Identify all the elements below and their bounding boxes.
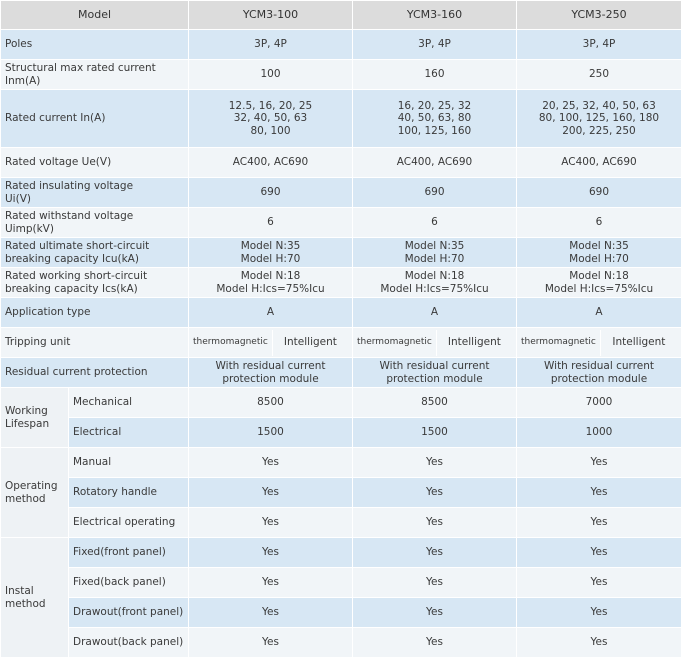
tripping-thermomagnetic: thermomagnetic xyxy=(357,330,437,356)
row-value: 1500 xyxy=(353,418,517,448)
tripping-intelligent: Intelligent xyxy=(283,336,337,349)
row-value: 690 xyxy=(353,178,517,208)
row-value: 6 xyxy=(189,208,353,238)
row-value: With residual current protection module xyxy=(189,358,353,388)
row-value: Yes xyxy=(189,508,353,538)
row-value: Model N:18 Model H:Ics=75%Icu xyxy=(353,268,517,298)
row-value: Yes xyxy=(517,508,681,538)
row-value: Yes xyxy=(517,478,681,508)
row-ultimate-breaking xyxy=(1,238,681,268)
row-label: Drawout(front panel) xyxy=(69,598,189,628)
row-application-type xyxy=(1,298,681,328)
tripping-cell xyxy=(353,328,517,358)
row-value: Model N:35 Model H:70 xyxy=(189,238,353,268)
row-value: A xyxy=(517,298,681,328)
row-value: Yes xyxy=(517,598,681,628)
row-value: Yes xyxy=(517,538,681,568)
row-residual-current xyxy=(1,358,681,388)
row-drawout-front xyxy=(1,598,681,628)
row-label: Fixed(back panel) xyxy=(69,568,189,598)
row-poles xyxy=(1,30,681,60)
row-value: 12.5, 16, 20, 25 32, 40, 50, 63 80, 100 xyxy=(189,90,353,148)
tripping-cell xyxy=(517,328,681,358)
tripping-thermomagnetic: thermomagnetic xyxy=(193,330,273,356)
row-label: Electrical xyxy=(69,418,189,448)
row-value: Yes xyxy=(189,628,353,658)
row-fixed-back xyxy=(1,568,681,598)
row-value: 7000 xyxy=(517,388,681,418)
row-value: Yes xyxy=(189,448,353,478)
row-label: Rated current In(A) xyxy=(1,90,189,148)
row-insulating-voltage xyxy=(1,178,681,208)
tripping-thermomagnetic: thermomagnetic xyxy=(521,330,601,356)
row-value: 1500 xyxy=(189,418,353,448)
row-tripping-unit xyxy=(1,328,681,358)
row-manual xyxy=(1,448,681,478)
row-label: Mechanical xyxy=(69,388,189,418)
row-withstand-voltage xyxy=(1,208,681,238)
row-label: Rated voltage Ue(V) xyxy=(1,148,189,178)
row-fixed-front xyxy=(1,538,681,568)
row-value: 3P, 4P xyxy=(353,30,517,60)
row-value: AC400, AC690 xyxy=(189,148,353,178)
group-working-lifespan: Working Lifespan xyxy=(1,388,69,448)
row-value: Model N:35 Model H:70 xyxy=(517,238,681,268)
row-value: Yes xyxy=(189,598,353,628)
tripping-cell xyxy=(189,328,353,358)
group-instal-method: Instal method xyxy=(1,538,69,658)
row-value: With residual current protection module xyxy=(353,358,517,388)
row-value: Yes xyxy=(353,448,517,478)
row-label: Structural max rated current Inm(A) xyxy=(1,60,189,90)
row-electrical xyxy=(1,418,681,448)
header-col-1: YCM3-100 xyxy=(189,1,353,30)
row-value: 690 xyxy=(189,178,353,208)
row-value: 250 xyxy=(517,60,681,90)
row-label: Residual current protection xyxy=(1,358,189,388)
row-value: 6 xyxy=(353,208,517,238)
row-value: Yes xyxy=(517,568,681,598)
row-electrical-operating xyxy=(1,508,681,538)
row-value: 3P, 4P xyxy=(517,30,681,60)
row-label: Drawout(back panel) xyxy=(69,628,189,658)
row-value: Yes xyxy=(353,508,517,538)
row-value: Model N:18 Model H:Ics=75%Icu xyxy=(517,268,681,298)
row-value: 100 xyxy=(189,60,353,90)
row-value: Yes xyxy=(189,568,353,598)
row-value: 20, 25, 32, 40, 50, 63 80, 100, 125, 160, 180 200, 225, 250 xyxy=(517,90,681,148)
row-label: Rated ultimate short-circuit breaking capacity Icu(kA) xyxy=(1,238,189,268)
row-value: Yes xyxy=(353,598,517,628)
row-value: Yes xyxy=(517,628,681,658)
row-rotatory-handle xyxy=(1,478,681,508)
row-value: 3P, 4P xyxy=(189,30,353,60)
row-label: Manual xyxy=(69,448,189,478)
row-value: 16, 20, 25, 32 40, 50, 63, 80 100, 125, 160 xyxy=(353,90,517,148)
header-col-2: YCM3-160 xyxy=(353,1,517,30)
tripping-intelligent: Intelligent xyxy=(447,336,501,349)
row-label: Poles xyxy=(1,30,189,60)
row-value: Yes xyxy=(189,538,353,568)
row-value: 6 xyxy=(517,208,681,238)
group-operating-method: Operating method xyxy=(1,448,69,538)
row-label: Rated insulating voltage Ui(V) xyxy=(1,178,189,208)
row-value: Yes xyxy=(353,478,517,508)
row-label: Electrical operating xyxy=(69,508,189,538)
row-label: Tripping unit xyxy=(1,328,189,358)
header-row xyxy=(1,1,681,30)
row-value: With residual current protection module xyxy=(517,358,681,388)
row-value: A xyxy=(353,298,517,328)
row-structural-max-current xyxy=(1,60,681,90)
tripping-intelligent: Intelligent xyxy=(612,336,666,349)
row-value: Model N:18 Model H:Ics=75%Icu xyxy=(189,268,353,298)
row-label: Application type xyxy=(1,298,189,328)
row-value: Model N:35 Model H:70 xyxy=(353,238,517,268)
row-rated-current xyxy=(1,90,681,148)
row-drawout-back xyxy=(1,628,681,658)
row-value: AC400, AC690 xyxy=(353,148,517,178)
header-col-3: YCM3-250 xyxy=(517,1,681,30)
row-value: Yes xyxy=(189,478,353,508)
row-value: Yes xyxy=(353,538,517,568)
row-value: Yes xyxy=(517,448,681,478)
row-rated-voltage xyxy=(1,148,681,178)
row-value: 8500 xyxy=(189,388,353,418)
row-label: Rated withstand voltage Uimp(kV) xyxy=(1,208,189,238)
row-label: Rotatory handle xyxy=(69,478,189,508)
row-value: AC400, AC690 xyxy=(517,148,681,178)
row-value: 8500 xyxy=(353,388,517,418)
row-value: Yes xyxy=(353,568,517,598)
row-value: 690 xyxy=(517,178,681,208)
row-mechanical xyxy=(1,388,681,418)
row-label: Rated working short-circuit breaking capacity Ics(kA) xyxy=(1,268,189,298)
row-value: 1000 xyxy=(517,418,681,448)
row-value: A xyxy=(189,298,353,328)
row-working-breaking xyxy=(1,268,681,298)
header-model: Model xyxy=(1,1,189,30)
row-value: Yes xyxy=(353,628,517,658)
row-value: 160 xyxy=(353,60,517,90)
row-label: Fixed(front panel) xyxy=(69,538,189,568)
